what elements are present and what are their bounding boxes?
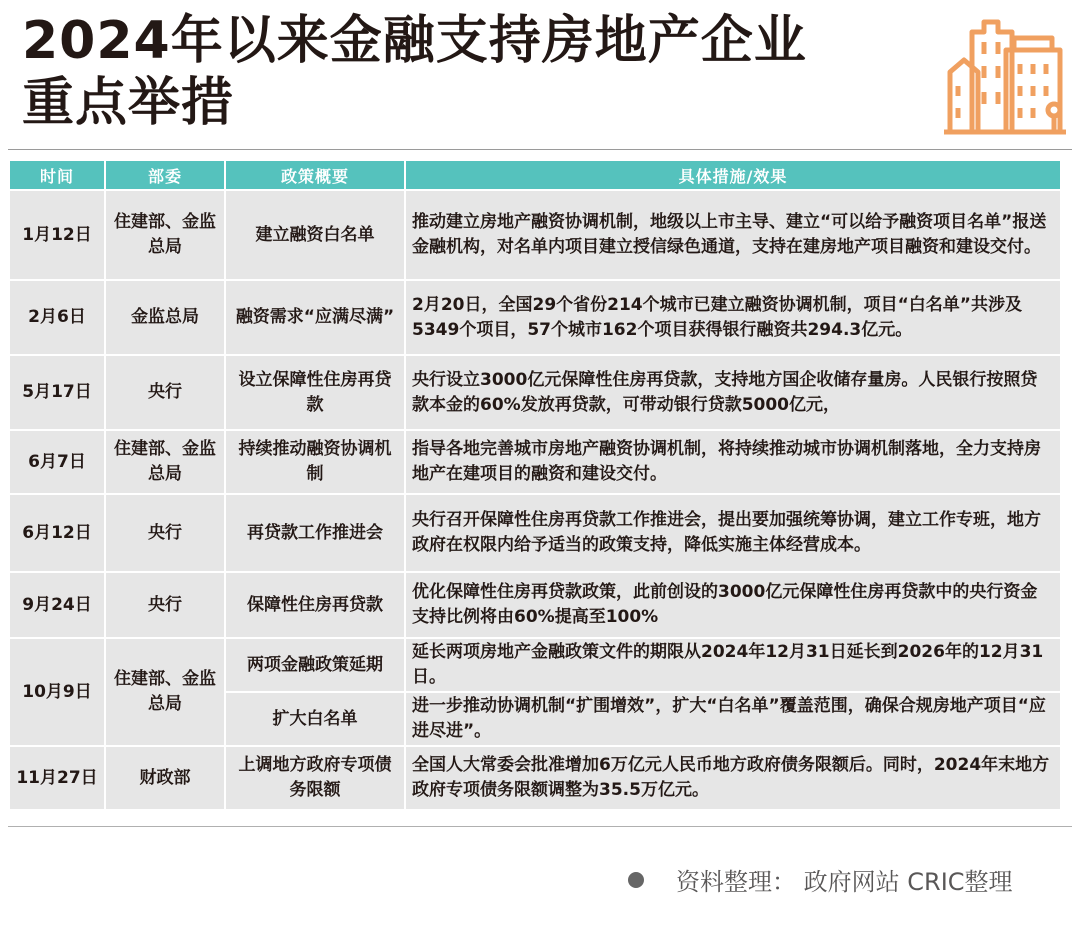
top-rule — [8, 149, 1072, 150]
source-note — [628, 862, 1013, 897]
cell-department: 住建部、金监总局 — [106, 191, 224, 279]
cell-department: 央行 — [106, 356, 224, 429]
cell-summary: 融资需求“应满尽满” — [226, 281, 404, 354]
cell-department: 央行 — [106, 495, 224, 571]
cell-time: 11月27日 — [10, 747, 104, 809]
cell-summary: 扩大白名单 — [226, 693, 404, 745]
cell-detail: 央行召开保障性住房再贷款工作推进会，提出要加强统筹协调，建立工作专班，地方政府在权限内给予适当的政策支持，降低实施主体经营成本。 — [406, 495, 1060, 571]
cell-detail: 优化保障性住房再贷款政策，此前创设的3000亿元保障性住房再贷款中的央行资金支持比例将由60%提高至100% — [406, 573, 1060, 637]
table-row — [10, 356, 1060, 429]
cell-detail: 全国人大常委会批准增加6万亿元人民币地方政府债务限额后。同时，2024年末地方政府专项债务限额调整为35.5万亿元。 — [406, 747, 1060, 809]
table-row — [10, 281, 1060, 354]
source-text: 资料整理： 政府网站 CRIC整理 — [676, 868, 1013, 896]
bullet-dot-icon — [628, 872, 644, 888]
cell-summary: 保障性住房再贷款 — [226, 573, 404, 637]
table-row — [10, 639, 1060, 691]
cell-detail: 2月20日，全国29个省份214个城市已建立融资协调机制，项目“白名单”共涉及5349个项目，57个城市162个项目获得银行融资共294.3亿元。 — [406, 281, 1060, 354]
cell-summary: 再贷款工作推进会 — [226, 495, 404, 571]
cell-summary: 设立保障性住房再贷款 — [226, 356, 404, 429]
city-buildings-icon — [940, 10, 1070, 136]
title-line-1: 2024年以来金融支持房地产企业 — [22, 11, 807, 71]
table-row — [10, 747, 1060, 809]
header-department: 部委 — [106, 161, 224, 189]
cell-summary: 持续推动融资协调机制 — [226, 431, 404, 493]
header-time: 时间 — [10, 161, 104, 189]
table-header-row — [10, 161, 1060, 189]
cell-time: 2月6日 — [10, 281, 104, 354]
page-title — [22, 10, 807, 134]
cell-department: 金监总局 — [106, 281, 224, 354]
table-row — [10, 191, 1060, 279]
policy-table — [8, 159, 1062, 811]
cell-time: 10月9日 — [10, 639, 104, 745]
cell-summary: 建立融资白名单 — [226, 191, 404, 279]
cell-detail: 推动建立房地产融资协调机制，地级以上市主导、建立“可以给予融资项目名单”报送金融机构，对名单内项目建立授信绿色通道，支持在建房地产项目融资和建设交付。 — [406, 191, 1060, 279]
cell-summary: 上调地方政府专项债务限额 — [226, 747, 404, 809]
header-detail: 具体措施/效果 — [406, 161, 1060, 189]
cell-department: 住建部、金监总局 — [106, 639, 224, 745]
table-row — [10, 573, 1060, 637]
cell-summary: 两项金融政策延期 — [226, 639, 404, 691]
cell-detail: 指导各地完善城市房地产融资协调机制，将持续推动城市协调机制落地，全力支持房地产在建项目的融资和建设交付。 — [406, 431, 1060, 493]
cell-department: 住建部、金监总局 — [106, 431, 224, 493]
table-row — [10, 495, 1060, 571]
cell-time: 1月12日 — [10, 191, 104, 279]
cell-time: 6月7日 — [10, 431, 104, 493]
cell-time: 5月17日 — [10, 356, 104, 429]
cell-time: 9月24日 — [10, 573, 104, 637]
title-line-2: 重点举措 — [22, 73, 235, 133]
cell-detail: 进一步推动协调机制“扩围增效”，扩大“白名单”覆盖范围，确保合规房地产项目“应进尽进”。 — [406, 693, 1060, 745]
table-row — [10, 431, 1060, 493]
cell-time: 6月12日 — [10, 495, 104, 571]
cell-department: 央行 — [106, 573, 224, 637]
cell-department: 财政部 — [106, 747, 224, 809]
cell-detail: 延长两项房地产金融政策文件的期限从2024年12月31日延长到2026年的12月31日。 — [406, 639, 1060, 691]
bottom-rule — [8, 826, 1072, 827]
cell-detail: 央行设立3000亿元保障性住房再贷款，支持地方国企收储存量房。人民银行按照贷款本金的60%发放再贷款，可带动银行贷款5000亿元， — [406, 356, 1060, 429]
header-summary: 政策概要 — [226, 161, 404, 189]
